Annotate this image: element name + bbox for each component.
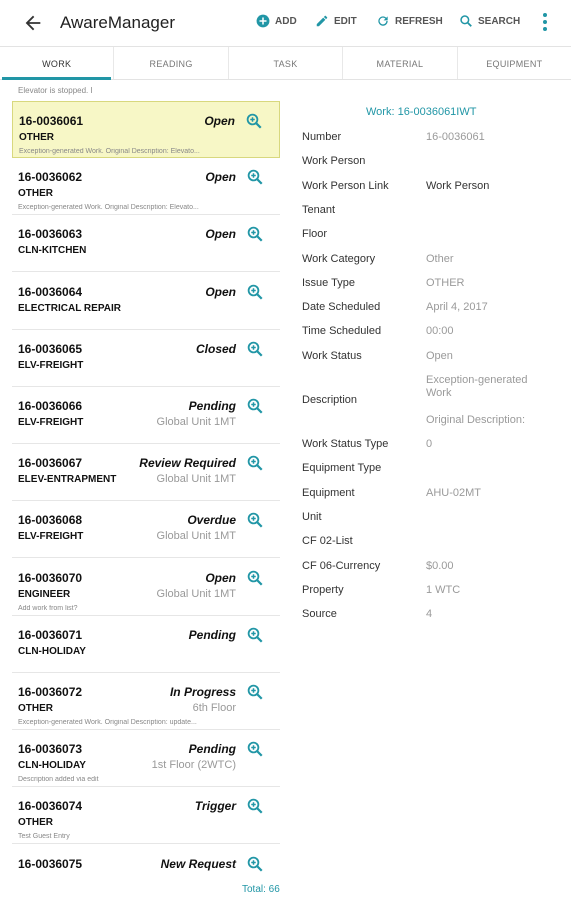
- field-label: Time Scheduled: [302, 325, 382, 338]
- work-number: 16-0036062: [18, 170, 83, 185]
- field-label: Number: [302, 131, 342, 143]
- work-status: Open: [205, 284, 236, 299]
- work-list-item[interactable]: [12, 330, 280, 387]
- field-label: CF 06-Currency: [302, 559, 381, 572]
- work-location: Global Unit 1MT: [156, 473, 236, 486]
- work-number: 16-0036063: [18, 227, 83, 242]
- zoom-in-icon[interactable]: [246, 626, 264, 644]
- field-label: Property: [302, 583, 344, 596]
- zoom-in-icon[interactable]: [246, 340, 264, 358]
- work-category: ENGINEER: [18, 588, 71, 600]
- tab-material[interactable]: MATERIAL: [343, 47, 457, 79]
- zoom-in-icon[interactable]: [246, 225, 264, 243]
- work-description: Add work from list?: [18, 604, 78, 612]
- work-list-item[interactable]: [12, 730, 280, 787]
- work-list-item[interactable]: [12, 845, 280, 880]
- work-category: ELV-FREIGHT: [18, 359, 84, 371]
- field-value: Exception-generated Work: [426, 374, 528, 399]
- zoom-in-icon[interactable]: [246, 283, 264, 301]
- work-description: Description added via edit: [18, 776, 99, 784]
- field-value: Work Person: [426, 179, 490, 192]
- field-label: Equipment: [302, 486, 355, 499]
- work-category: CLN-HOLIDAY: [18, 645, 86, 657]
- work-number: 16-0036061: [19, 114, 84, 128]
- app-toolbar: [0, 0, 571, 46]
- work-category: ELEV-ENTRAPMENT: [18, 474, 117, 486]
- work-status: Pending: [188, 399, 236, 413]
- work-status: Open: [205, 170, 236, 185]
- work-list[interactable]: [12, 80, 280, 880]
- work-category: OTHER: [18, 703, 53, 714]
- zoom-in-icon[interactable]: [246, 397, 264, 415]
- field-label: Work Status Type: [302, 438, 389, 450]
- work-list-item[interactable]: [12, 101, 280, 158]
- field-value: 00:00: [426, 325, 454, 338]
- field-label: CF 02-List: [302, 535, 353, 548]
- search-label: SEARCH: [478, 15, 521, 27]
- zoom-in-icon[interactable]: [246, 168, 264, 186]
- work-category: CLN-KITCHEN: [18, 245, 87, 257]
- work-list-item[interactable]: [12, 501, 280, 558]
- tab-work[interactable]: WORK: [0, 47, 114, 79]
- refresh-label: REFRESH: [395, 15, 443, 27]
- work-status: Review Required: [139, 456, 236, 471]
- work-location: Global Unit 1MT: [156, 530, 236, 543]
- field-label: Work Person Link: [302, 179, 389, 192]
- work-number: 16-0036070: [18, 570, 83, 585]
- search-icon: [459, 14, 473, 28]
- work-list-item[interactable]: [12, 787, 280, 844]
- work-number: 16-0036064: [18, 284, 83, 299]
- field-label: Description: [302, 394, 358, 406]
- work-list-item[interactable]: [12, 444, 280, 501]
- work-category: OTHER: [18, 817, 53, 829]
- work-status: Pending: [188, 742, 236, 757]
- pencil-icon: [315, 14, 329, 28]
- total-count: Total: 66: [242, 884, 280, 895]
- work-category: ELECTRICAL REPAIR: [18, 302, 121, 314]
- work-status: Overdue: [187, 513, 236, 528]
- field-value: Open: [426, 349, 453, 362]
- work-number: 16-0036072: [18, 685, 83, 699]
- edit-button[interactable]: [315, 14, 357, 28]
- work-category: OTHER: [18, 188, 53, 200]
- work-category: ELV-FREIGHT: [18, 531, 84, 543]
- more-menu-icon[interactable]: [541, 13, 549, 33]
- work-number: 16-0036066: [18, 399, 83, 413]
- work-list-item[interactable]: [12, 559, 280, 616]
- work-description: Exception-generated Work. Original Description: update...: [18, 719, 197, 726]
- work-status: Closed: [195, 341, 236, 356]
- zoom-in-icon[interactable]: [246, 683, 264, 701]
- field-label: Unit: [302, 510, 322, 523]
- field-label: Work Status: [302, 349, 362, 362]
- work-location: 1st Floor (2WTC): [151, 759, 236, 772]
- field-value: Other: [426, 252, 454, 265]
- work-status: Open: [205, 570, 236, 585]
- zoom-in-icon[interactable]: [246, 454, 264, 472]
- field-label: Work Person: [302, 155, 366, 168]
- work-category: CLN-HOLIDAY: [18, 760, 86, 772]
- detail-title[interactable]: Work: 16-0036061IWT: [366, 106, 477, 118]
- field-value-continued: Original Description:: [426, 414, 526, 426]
- field-label: Work Category: [302, 252, 376, 265]
- work-list-item[interactable]: [12, 387, 280, 444]
- edit-label: EDIT: [334, 15, 357, 27]
- work-list-item[interactable]: [12, 273, 280, 330]
- field-label: Floor: [302, 228, 328, 241]
- work-description: Exception-generated Work. Original Description: Elevato...: [19, 148, 200, 155]
- work-number: 16-0036074: [18, 799, 83, 814]
- work-status: In Progress: [169, 685, 236, 699]
- search-button[interactable]: [459, 14, 520, 28]
- work-status: New Request: [160, 856, 236, 871]
- tab-task[interactable]: TASK: [229, 47, 343, 79]
- field-label: Date Scheduled: [302, 301, 381, 314]
- work-number: 16-0036067: [18, 456, 83, 471]
- work-number: 16-0036068: [18, 513, 83, 528]
- section-tabs: [0, 46, 571, 80]
- work-list-item[interactable]: [12, 215, 280, 272]
- zoom-in-icon[interactable]: [246, 511, 264, 529]
- work-category: ELV-FREIGHT: [18, 417, 84, 428]
- tab-reading[interactable]: READING: [114, 47, 228, 79]
- field-value: 16-0036061: [426, 131, 485, 143]
- field-value: OTHER: [426, 276, 465, 289]
- zoom-in-icon[interactable]: [246, 569, 264, 587]
- work-number: 16-0036065: [18, 341, 83, 356]
- work-status: Pending: [188, 627, 236, 642]
- work-status: Open: [204, 114, 235, 128]
- work-status: Open: [205, 227, 236, 242]
- refresh-button[interactable]: [376, 14, 443, 28]
- work-location: 6th Floor: [192, 702, 236, 714]
- work-status: Trigger: [194, 799, 236, 814]
- work-list-item[interactable]: [12, 616, 280, 673]
- add-label: ADD: [275, 15, 297, 27]
- app-title: AwareManager: [60, 13, 175, 32]
- add-button[interactable]: [256, 14, 297, 28]
- field-label: Tenant: [302, 203, 336, 216]
- field-label: Equipment Type: [302, 462, 382, 475]
- plus-circle-icon: [256, 14, 270, 28]
- back-arrow-icon[interactable]: [22, 12, 44, 34]
- field-value: 4: [426, 608, 433, 621]
- field-value: 0: [426, 438, 433, 450]
- field-value: 1 WTC: [426, 583, 461, 596]
- zoom-in-icon[interactable]: [246, 797, 264, 815]
- field-label: Issue Type: [302, 276, 355, 289]
- work-number: 16-0036075: [18, 856, 83, 871]
- zoom-in-icon[interactable]: [245, 112, 263, 130]
- work-description: Exception-generated Work. Original Description: Elevato...: [18, 204, 199, 212]
- work-list-item[interactable]: [12, 158, 280, 215]
- work-location: Global Unit 1MT: [156, 416, 236, 428]
- list-header-text: Elevator is stopped. I: [18, 86, 93, 95]
- work-number: 16-0036071: [18, 627, 83, 642]
- refresh-icon: [376, 14, 390, 28]
- work-category: OTHER: [19, 132, 54, 143]
- zoom-in-icon[interactable]: [246, 855, 264, 873]
- zoom-in-icon[interactable]: [246, 740, 264, 758]
- field-value: AHU-02MT: [426, 486, 482, 499]
- tab-equipment[interactable]: EQUIPMENT: [486, 59, 543, 69]
- work-location: Global Unit 1MT: [156, 587, 236, 600]
- work-number: 16-0036073: [18, 742, 83, 757]
- work-description: Test Guest Entry: [18, 833, 70, 841]
- work-list-item[interactable]: [12, 673, 280, 730]
- field-label: Source: [302, 608, 337, 621]
- field-value: $0.00: [426, 559, 454, 572]
- field-value: April 4, 2017: [426, 301, 488, 314]
